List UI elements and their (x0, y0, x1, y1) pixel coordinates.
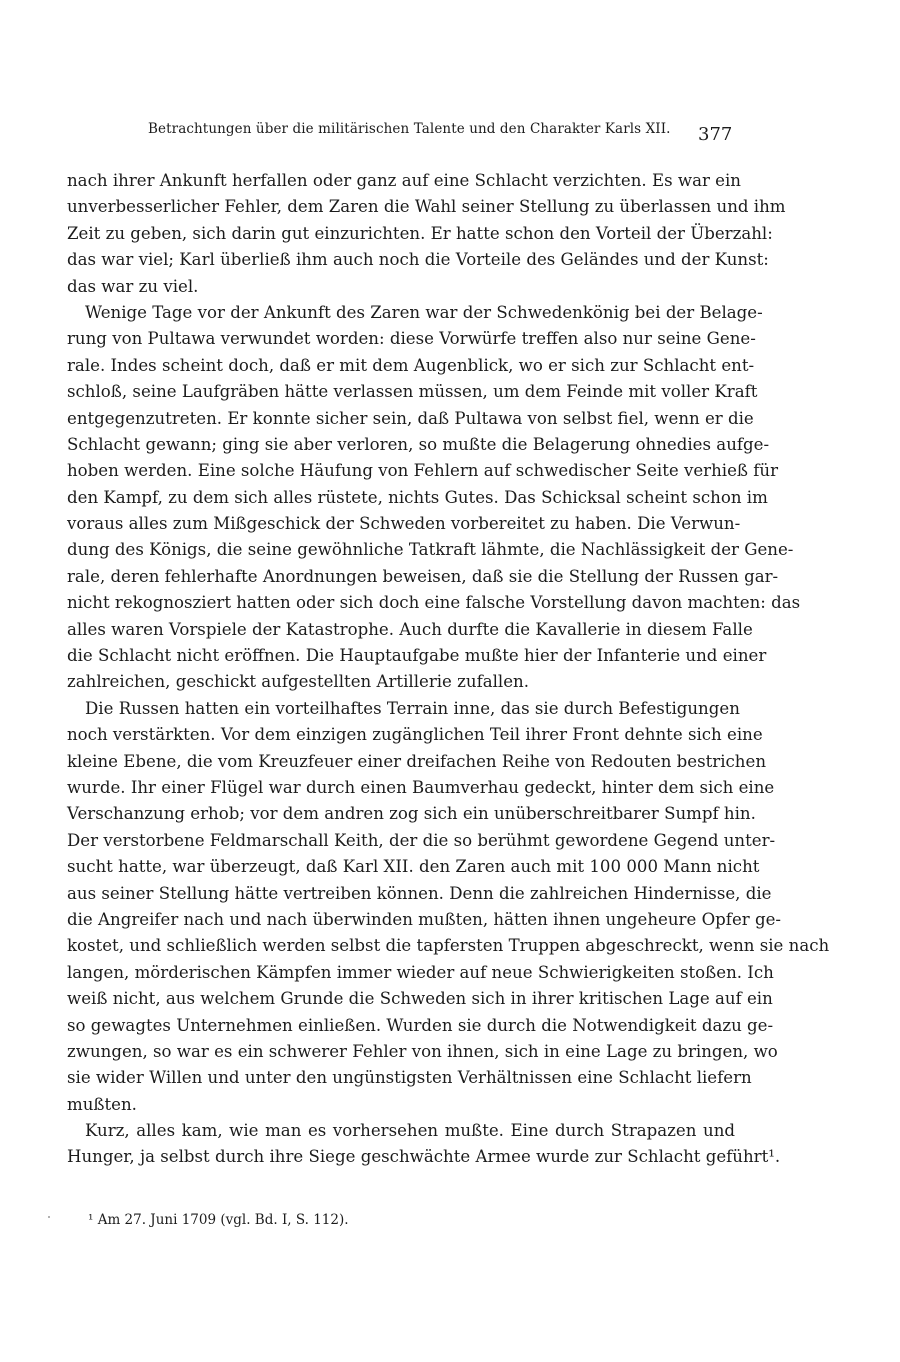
body-text (67, 168, 830, 1171)
text-line: alles waren Vorspiele der Katastrophe. Auch durfte die Kavallerie in diesem Falle (67, 619, 753, 639)
text-line: Schlacht gewann; ging sie aber verloren, so mußte die Belagerung ohnedies aufge- (67, 434, 770, 454)
text-line: rale. Indes scheint doch, daß er mit dem Augenblick, wo er sich zur Schlacht ent- (67, 355, 755, 375)
text-line: entgegenzutreten. Er konnte sicher sein, daß Pultawa von selbst fiel, wenn er die (67, 408, 754, 428)
text-line: das war viel; Karl überließ ihm auch noch die Vorteile des Geländes und der Kunst: (67, 250, 769, 270)
text-line: kostet, und schließlich werden selbst die tapfersten Truppen abgeschreckt, wenn sie nach (67, 936, 830, 956)
text-line: sie wider Willen und unter den ungünstigsten Verhältnissen eine Schlacht liefern (67, 1068, 752, 1088)
page-number: 377 (698, 124, 733, 145)
text-line: zahlreichen, geschickt aufgestellten Artillerie zufallen. (67, 672, 530, 692)
text-line: schloß, seine Laufgräben hätte verlassen müssen, um dem Feinde mit voller Kraft (67, 382, 758, 402)
text-line: Hunger, ja selbst durch ihre Siege geschwächte Armee wurde zur Schlacht geführt¹. (67, 1147, 781, 1167)
text-line: rale, deren fehlerhafte Anordnungen beweisen, daß sie die Stellung der Russen gar- (67, 566, 779, 586)
text-line: mußten. (67, 1094, 137, 1114)
text-line: so gewagtes Unternehmen einließen. Wurden sie durch die Notwendigkeit dazu ge- (67, 1015, 774, 1035)
text-line: rung von Pultawa verwundet worden: diese Vorwürfe treffen also nur seine Gene- (67, 329, 756, 349)
text-line: Die Russen hatten ein vorteilhaftes Terrain inne, das sie durch Befestigungen (85, 698, 740, 718)
text-line: wurde. Ihr einer Flügel war durch einen Baumverhau gedeckt, hinter dem sich eine (67, 777, 775, 797)
text-line: Der verstorbene Feldmarschall Keith, der die so berühmt gewordene Gegend unter- (67, 830, 776, 850)
text-line: nicht rekognosziert hatten oder sich doch eine falsche Vorstellung davon machten: das (67, 593, 801, 613)
text-line: dung des Königs, die seine gewöhnliche Tatkraft lähmte, die Nachlässigkeit der Gene- (67, 540, 794, 560)
text-line: den Kampf, zu dem sich alles rüstete, nichts Gutes. Das Schicksal scheint schon im (67, 487, 768, 507)
text-line: langen, mörderischen Kämpfen immer wieder auf neue Schwierigkeiten stoßen. Ich (67, 962, 774, 982)
text-line: sucht hatte, war überzeugt, daß Karl XII. den Zaren auch mit 100 000 Mann nicht (67, 857, 760, 877)
text-line: noch verstärkten. Vor dem einzigen zugänglichen Teil ihrer Front dehnte sich eine (67, 725, 763, 745)
text-line: zwungen, so war es ein schwerer Fehler von ihnen, sich in eine Lage zu bringen, wo (67, 1041, 778, 1061)
text-line: voraus alles zum Mißgeschick der Schweden vorbereitet zu haben. Die Verwun- (67, 514, 741, 534)
text-line: hoben werden. Eine solche Häufung von Fehlern auf schwedischer Seite verhieß für (67, 461, 779, 481)
text-line: aus seiner Stellung hätte vertreiben können. Denn die zahlreichen Hindernisse, die (67, 883, 772, 903)
text-line: nach ihrer Ankunft herfallen oder ganz auf eine Schlacht verzichten. Es war ein (67, 171, 741, 190)
text-line: Zeit zu geben, sich darin gut einzurichten. Er hatte schon den Vorteil der Überzahl: (67, 223, 773, 243)
print-speck (48, 1216, 50, 1218)
text-line: weiß nicht, aus welchem Grunde die Schweden sich in ihrer kritischen Lage auf ein (67, 989, 773, 1009)
running-title: Betrachtungen über die militärischen Talente und den Charakter Karls XII. (148, 121, 671, 137)
text-line: kleine Ebene, die vom Kreuzfeuer einer dreifachen Reihe von Redouten bestrichen (67, 751, 767, 771)
text-line: das war zu viel. (67, 276, 199, 296)
text-line: Kurz, alles kam, wie man es vorhersehen mußte. Eine durch Strapazen und (85, 1121, 735, 1141)
text-line: die Angreifer nach und nach überwinden mußten, hätten ihnen ungeheure Opfer ge- (67, 909, 782, 929)
text-line: Wenige Tage vor der Ankunft des Zaren war der Schwedenkönig bei der Belage- (85, 302, 763, 322)
footnote: ¹ Am 27. Juni 1709 (vgl. Bd. I, S. 112). (88, 1212, 349, 1228)
text-line: Verschanzung erhob; vor dem andren zog sich ein unüberschreitbarer Sumpf hin. (67, 804, 756, 824)
text-line: die Schlacht nicht eröffnen. Die Hauptaufgabe mußte hier der Infanterie und einer (67, 646, 767, 666)
text-line: unverbesserlicher Fehler, dem Zaren die Wahl seiner Stellung zu überlassen und ihm (67, 197, 786, 217)
